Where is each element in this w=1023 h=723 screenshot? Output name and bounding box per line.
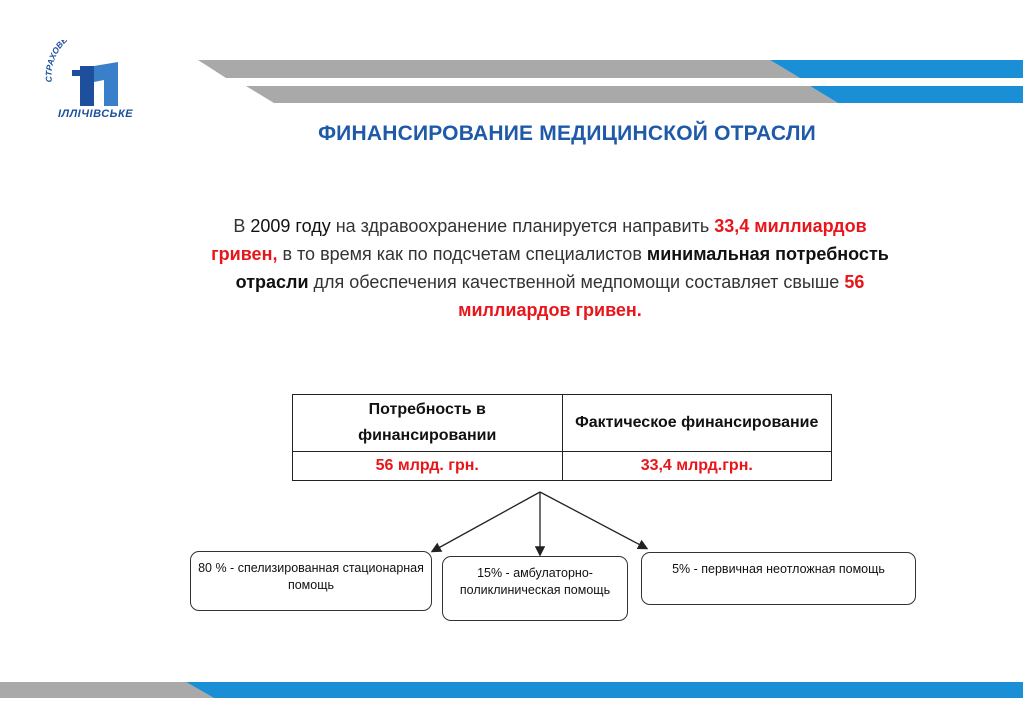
value-need: 56 млрд. грн. xyxy=(293,452,563,481)
para-need-amount: 56 миллиардов гривен. xyxy=(458,272,865,320)
para-text-3: в то время как по подсчетам специалистов xyxy=(277,244,647,264)
emergency-care-box: 5% - первичная неотложная помощь xyxy=(641,552,916,605)
table-header-row xyxy=(293,395,832,452)
summary-paragraph xyxy=(200,212,900,324)
page-title: ФИНАНСИРОВАНИЕ МЕДИЦИНСКОЙ ОТРАСЛИ xyxy=(318,122,816,145)
company-logo xyxy=(38,40,158,130)
para-text-2: на здравоохранение планируется направить xyxy=(330,216,715,236)
logo-wordmark: ІЛЛІЧІВСЬКЕ xyxy=(58,108,134,120)
logo-arc-text: СТРАХОВЕ xyxy=(43,40,70,83)
para-year: 2009 году xyxy=(250,216,331,236)
arrow-left xyxy=(433,492,540,551)
para-planned-amount: 33,4 миллиардов гривен, xyxy=(211,216,867,264)
inpatient-care-box: 80 % - спелизированная стационарная помощь xyxy=(190,551,432,611)
para-min-need: минимальная потребность отрасли xyxy=(235,244,889,292)
value-actual: 33,4 млрд.грн. xyxy=(562,452,832,481)
outpatient-care-box: 15% - амбулаторно-поликлиническая помощь xyxy=(442,556,628,621)
para-text-4: для обеспечения качественной медпомощи составляет свыше xyxy=(308,272,845,292)
arrow-right xyxy=(540,492,646,548)
para-text-1: В xyxy=(233,216,251,236)
financing-table xyxy=(292,394,832,481)
header-actual: Фактическое финансирование xyxy=(562,395,832,452)
table-row xyxy=(293,452,832,481)
header-need: Потребность в финансировании xyxy=(293,395,563,452)
